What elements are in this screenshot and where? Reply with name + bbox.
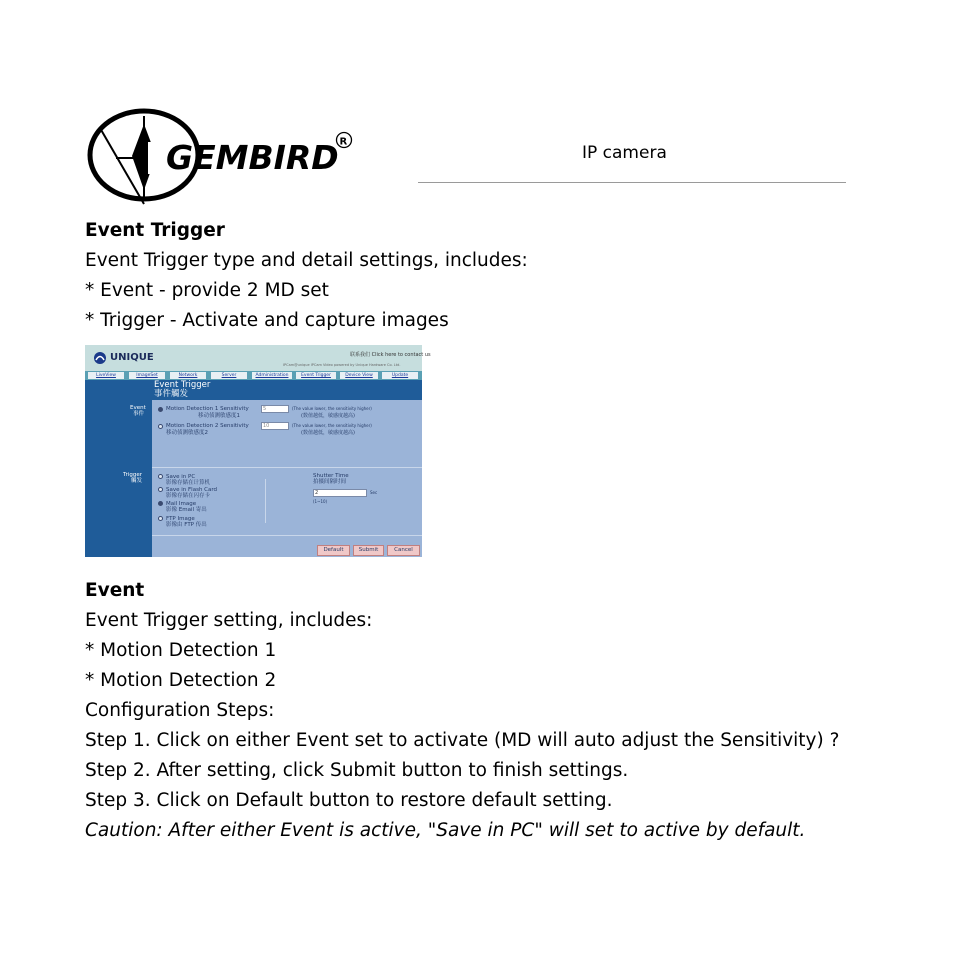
caution-note: Caution: After either Event is active, "Save in PC" will set to active by default. [85, 820, 806, 841]
paragraph-line: Event Trigger setting, includes: [85, 610, 373, 631]
save-in-pc-radio [158, 474, 163, 479]
shutter-label-zh: 拍摄间隔时间 [313, 479, 347, 485]
event-label-en: Event [130, 405, 146, 411]
trigger-label-en: Trigger [123, 472, 142, 478]
mail-image-radio [158, 501, 163, 506]
event-label-zh: 事件 [133, 411, 145, 417]
bullet-line: * Motion Detection 2 [85, 670, 277, 691]
default-button: Default [317, 545, 350, 556]
save-in-flash-radio [158, 487, 163, 492]
nav-imageset: ImageSet [129, 372, 165, 379]
screenshot-title-en: Event Trigger [154, 380, 211, 390]
ftp-image-label-en: FTP Image [166, 516, 195, 522]
screenshot-title-bar [152, 380, 422, 400]
md2-label-zh: 移动侦测敏感度2 [166, 430, 208, 436]
mail-image-label-zh: 影像 Email 寄出 [166, 507, 207, 513]
trigger-label-zh: 觸发 [131, 478, 143, 484]
md2-hint-en: (The value lower, the sensitivity higher) [292, 423, 372, 428]
step-line: Step 3. Click on Default button to restore default setting. [85, 790, 613, 811]
save-in-flash-label-en: Save in Flash Card [166, 487, 218, 493]
nav-event-trigger: Event Trigger [296, 372, 336, 379]
nav-update: Update [382, 372, 418, 379]
ftp-image-radio [158, 516, 163, 521]
save-in-pc-label-zh: 影像存储在计算机 [166, 480, 211, 486]
event-trigger-screenshot [85, 345, 431, 557]
unique-logo-icon [93, 350, 107, 364]
step-line: Step 1. Click on either Event set to activate (MD will auto adjust the Sensitivity) ? [85, 730, 840, 751]
md1-label-en: Motion Detection 1 Sensitivity [166, 406, 249, 412]
md2-sensitivity-field: 10 [261, 422, 289, 430]
paragraph-line: Configuration Steps: [85, 700, 275, 721]
trigger-divider [265, 479, 266, 523]
md1-radio [158, 407, 163, 412]
md1-hint-en: (The value lower, the sensitivity higher) [292, 406, 372, 411]
nav-administration: Administration [252, 372, 292, 379]
brand-wordmark: GEMBIRD [166, 138, 339, 177]
md2-radio [158, 424, 163, 429]
bullet-line: * Event - provide 2 MD set [85, 280, 329, 301]
shutter-unit: Sec [370, 490, 378, 495]
section-divider [152, 467, 422, 468]
footer-divider [152, 535, 422, 536]
bullet-line: * Motion Detection 1 [85, 640, 277, 661]
section-heading-event: Event [85, 580, 145, 601]
header-divider [418, 182, 846, 183]
mail-image-label-en: Mail Image [166, 501, 197, 507]
shutter-range: (1~10) [313, 499, 328, 504]
contact-link: 联系我们 Click here to contact us [350, 352, 431, 358]
save-in-flash-label-zh: 影像存储在闪存卡 [166, 493, 211, 499]
ftp-image-label-zh: 影像由 FTP 传出 [166, 522, 207, 528]
submit-button: Submit [353, 545, 384, 556]
shutter-label-en: Shutter Time [313, 473, 349, 479]
md2-hint-zh: (数值越低，敏感度越高) [301, 430, 355, 436]
gembird-logo [86, 106, 356, 210]
paragraph-line: Event Trigger type and detail settings, includes: [85, 250, 528, 271]
md1-hint-zh: (数值越低，敏感度越高) [301, 413, 355, 419]
powered-by: IPCam@unique IPCam Video powered by Unique Hardware Co. Ltd. [283, 363, 401, 367]
nav-network: Network [170, 372, 206, 379]
document-label: IP camera [582, 143, 667, 163]
cancel-button: Cancel [387, 545, 420, 556]
md1-sensitivity-field: 5 [261, 405, 289, 413]
screenshot-brand: UNIQUE [110, 352, 154, 363]
nav-device-view: Device View [340, 372, 378, 379]
nav-liveview: LiveView [88, 372, 124, 379]
md1-label-zh: 移动侦测敏感度1 [198, 413, 240, 419]
svg-text:R: R [339, 136, 348, 148]
screenshot-title-zh: 事件觸发 [154, 389, 189, 399]
shutter-time-field: 2 [313, 489, 367, 497]
bullet-line: * Trigger - Activate and capture images [85, 310, 449, 331]
nav-server: Server [211, 372, 247, 379]
section-heading-event-trigger: Event Trigger [85, 220, 225, 241]
md2-label-en: Motion Detection 2 Sensitivity [166, 423, 249, 429]
step-line: Step 2. After setting, click Submit button to finish settings. [85, 760, 629, 781]
save-in-pc-label-en: Save in PC [166, 474, 196, 480]
